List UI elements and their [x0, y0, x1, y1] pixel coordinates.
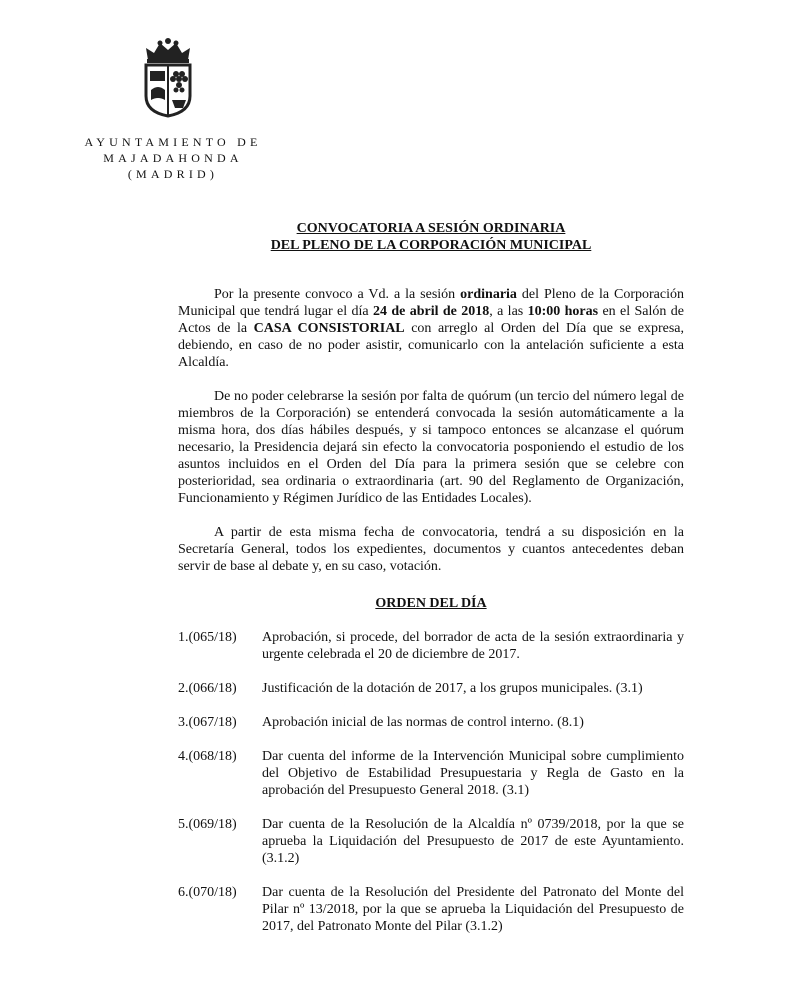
organization-header: [80, 134, 266, 182]
title-line-2: DEL PLENO DE LA CORPORACIÓN MUNICIPAL: [270, 238, 592, 253]
agenda-item: [178, 816, 684, 867]
session-date: 24 de abril de 2018: [372, 304, 490, 319]
agenda-item: [178, 714, 684, 731]
text: Por la presente convoco a Vd. a la sesión: [214, 287, 461, 302]
agenda-item-text: Dar cuenta de la Resolución del Presidente del Patronato del Monte del Pilar nº 13/2018, por la que se aprueba la Liquidación del Presupuesto de 2017, del Patronato Monte del Pilar (3.1.2): [262, 885, 684, 934]
text: en el Salón de Actos de la: [178, 304, 685, 336]
session-type: ordinaria: [460, 287, 517, 302]
agenda-item-text: Dar cuenta del informe de la Intervención Municipal sobre cumplimiento del Objetivo de Estabilidad Presupuestaria y Regla de Gasto en la aprobación del Presupuesto General 2018. (3.1): [262, 749, 684, 798]
text: del Pleno de la Corporación Municipal que tendrá lugar el día: [178, 287, 684, 319]
paragraph-documents: A partir de esta misma fecha de convocatoria, tendrá a su disposición en la Secretaría General, todos los expedientes, documentos y cuantos antecedentes deban servir de base al debate y, en su caso, votación.: [178, 525, 684, 574]
agenda-item-text: Aprobación inicial de las normas de control interno. (8.1): [262, 715, 584, 730]
agenda-item-number: 2.(066/18): [178, 681, 237, 696]
agenda-item: [178, 680, 684, 697]
title-line-1: CONVOCATORIA A SESIÓN ORDINARIA: [296, 221, 566, 236]
agenda-item-number: 1.(065/18): [178, 630, 237, 645]
agenda-item-text: Justificación de la dotación de 2017, a los grupos municipales. (3.1): [262, 681, 643, 696]
agenda-item-number: 5.(069/18): [178, 817, 237, 832]
agenda-title: ORDEN DEL DÍA: [375, 596, 487, 611]
agenda-item-text: Aprobación, si procede, del borrador de acta de la sesión extraordinaria y urgente celebrada el 20 de diciembre de 2017.: [262, 630, 684, 662]
text: con arreglo al Orden del Día que se expresa, debiendo, en caso de no poder asistir, comunicarlo con la antelación suficiente a esta Alcaldía.: [178, 321, 685, 370]
text: , a las: [489, 304, 528, 319]
agenda-item: [178, 629, 684, 663]
agenda-item-number: 3.(067/18): [178, 715, 237, 730]
agenda-item: [178, 748, 684, 799]
session-time: 10:00 horas: [527, 304, 599, 319]
org-province: (MADRID): [127, 167, 219, 181]
agenda-item-number: 4.(068/18): [178, 749, 237, 764]
org-name: AYUNTAMIENTO DE: [84, 135, 262, 149]
agenda-item-number: 6.(070/18): [178, 885, 237, 900]
agenda-item: [178, 884, 684, 935]
paragraph-convocation: [178, 286, 684, 371]
org-municipality: MAJADAHONDA: [103, 151, 243, 165]
document-title: [178, 220, 684, 254]
agenda-item-text: Dar cuenta de la Resolución de la Alcaldía nº 0739/2018, por la que se aprueba la Liquidación del Presupuesto de 2017 de este Ayuntamiento. (3.1.2): [262, 817, 684, 866]
session-venue: CASA CONSISTORIAL: [253, 321, 405, 336]
agenda-list: [178, 629, 684, 935]
coat-of-arms-icon: [138, 38, 198, 118]
document-body: [178, 220, 684, 952]
paragraph-quorum: De no poder celebrarse la sesión por falta de quórum (un tercio del número legal de miembros de la Corporación) se entenderá convocada la sesión automáticamente a la misma hora, dos días hábiles después, y si tampoco entonces se alcanzase el quórum necesario, la Presidencia dejará sin efecto la convocatoria posponiendo el estudio de los asuntos incluidos en el Orden del Día para la primera sesión que se celebre con posterioridad, sea ordinaria o extraordinaria (art. 90 del Reglamento de Organización, Funcionamiento y Régimen Jurídico de las Entidades Locales).: [178, 389, 684, 506]
